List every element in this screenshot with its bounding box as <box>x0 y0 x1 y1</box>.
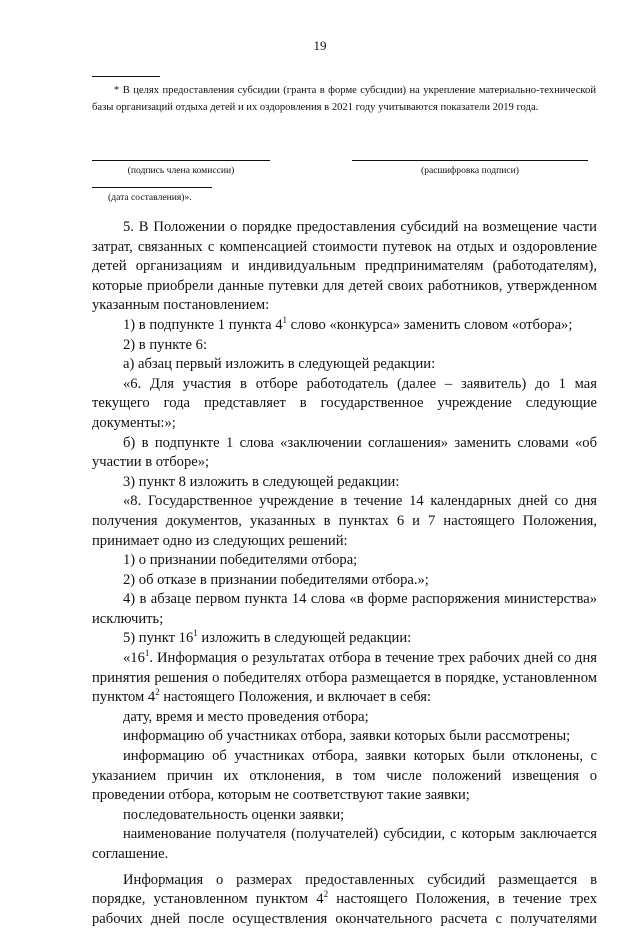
paragraph: 4) в абзаце первом пункта 14 слова «в форме распоряжения министерства» исключить; <box>92 591 597 627</box>
document-body <box>92 218 597 929</box>
paragraph: 1) в подпункте 1 пункта $4^1$ слово «конкурса» заменить словом «отбора»; <box>123 314 573 333</box>
paragraph: 1) о признании победителями отбора; <box>123 552 358 569</box>
paragraph: информацию об участниках отбора, заявки которых были отклонены, с указанием причин их отклонения, в том числе положений извещения о проведении отбора, которым не соответствуют такие заявки; <box>92 748 597 804</box>
footnote: * В целях предоставления субсидии (гранта в форме субсидии) на укрепление материально-технической базы организаций отдыха детей и их оздоровления в 2021 году учитываются показатели 2019 года. <box>92 85 596 113</box>
paragraph: «8. Государственное учреждение в течение 14 календарных дней со дня получения документов, указанных в пунктах 6 и 7 настоящего Положения, принимает одно из следующих решений: <box>92 493 597 549</box>
paragraph: дату, время и место проведения отбора; <box>123 708 369 725</box>
signature-decoding-caption: (расшифровка подписи) <box>421 165 519 176</box>
paragraph: б) в подпункте 1 слова «заключении соглашения» заменить словами «об участии в отборе»; <box>92 434 597 471</box>
paragraph: Информация о размерах предоставленных субсидий размещается в порядке, установленном пунктом $4^2$ настоящего Положения, в течение трех рабочих дней после осуществления окончательного расчета с получателями <box>92 871 598 927</box>
footnote-separator <box>92 76 160 77</box>
paragraph: 2) в пункте 6: <box>123 336 208 353</box>
paragraph: «$16^1$. Информация о результатах отбора в течение трех рабочих дней со дня принятия решения о победителях отбора размещается в порядке, установленном пунктом $4^2$ настоящего Положения, и включает в себя: <box>92 648 597 706</box>
paragraph: 2) об отказе в признании победителями отбора.»; <box>123 571 429 588</box>
paragraph: 3) пункт 8 изложить в следующей редакции: <box>123 473 400 490</box>
paragraph: 5. В Положении о порядке предоставления субсидий на возмещение части затрат, связанных с компенсацией стоимости путевок на отдых и оздоровление детей организациям и индивидуальным предпринимателям (работодателям), которые приобрели данные путевки для детей своих работников, утвержденном указанным постановлением: <box>92 219 597 314</box>
paragraph: последовательность оценки заявки; <box>123 806 345 823</box>
signature-decoding-line <box>352 160 588 161</box>
signature-line <box>92 160 270 161</box>
paragraph: «6. Для участия в отборе работодатель (далее – заявитель) до 1 мая текущего года представляет в государственное учреждение следующие документы:»; <box>92 375 597 431</box>
date-caption: (дата составления)». <box>108 192 192 203</box>
date-line <box>92 187 212 188</box>
page-number: 19 <box>313 38 327 53</box>
paragraph: информацию об участниках отбора, заявки которых были рассмотрены; <box>123 728 571 745</box>
paragraph: наименование получателя (получателей) субсидии, с которым заключается соглашение. <box>92 826 597 862</box>
paragraph: 5) пункт $16^1$ изложить в следующей редакции: <box>123 628 412 647</box>
signature-caption: (подпись члена комиссии) <box>127 165 235 176</box>
paragraph: а) абзац первый изложить в следующей редакции: <box>123 356 436 373</box>
